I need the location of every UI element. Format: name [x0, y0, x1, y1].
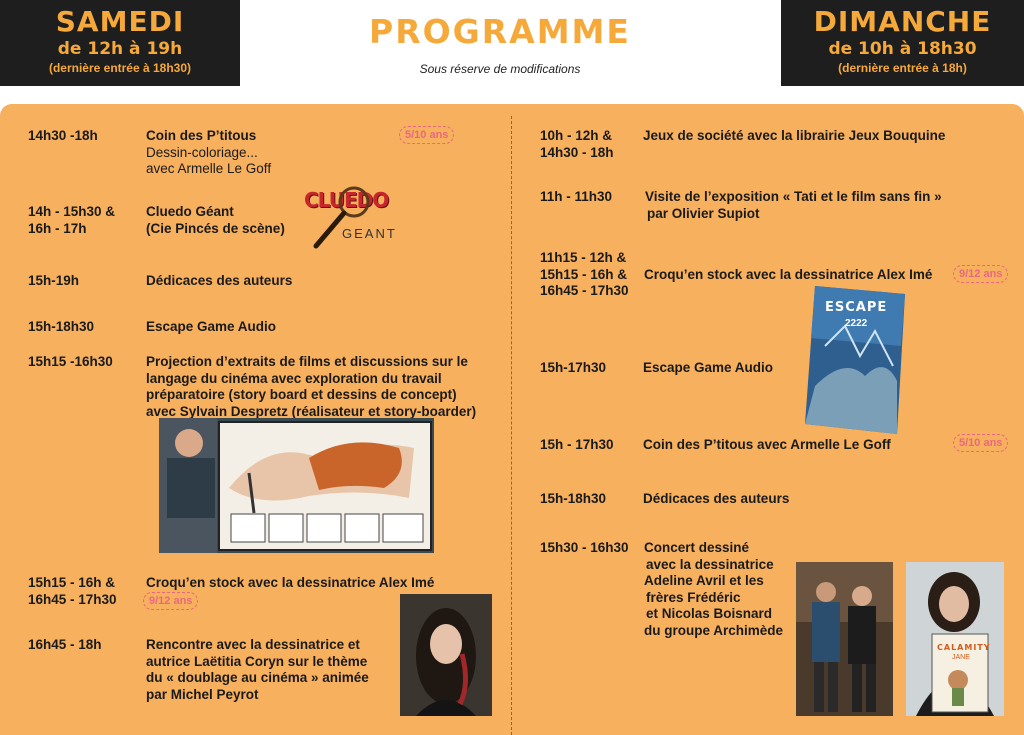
event-title: Jeux de société avec la librairie Jeux Bouquine	[643, 128, 946, 143]
event-left-7	[28, 637, 408, 707]
event-detail: du « doublage au cinéma » animée	[146, 670, 369, 685]
event-time: 15h-17h30	[540, 360, 607, 375]
event-title: Dédicaces des auteurs	[146, 273, 293, 288]
coryn-photo	[400, 594, 492, 716]
event-left-2	[28, 204, 328, 244]
saturday-hours: de 12h à 19h	[57, 39, 183, 59]
book-subtitle: JANE	[952, 654, 970, 661]
event-title: Rencontre avec la dessinatrice et	[146, 637, 360, 652]
event-title: Coin des P’titous avec Armelle Le Goff	[643, 437, 891, 452]
sunday-last-entry: (dernière entrée à 18h)	[838, 61, 967, 75]
event-time: 11h15 - 12h &	[540, 250, 627, 265]
event-detail: frères Frédéric	[646, 589, 741, 605]
event-time: 16h45 - 18h	[28, 637, 102, 652]
age-badge: 5/10 ans	[399, 126, 454, 144]
event-right-7	[540, 540, 790, 650]
age-badge: 5/10 ans	[953, 434, 1008, 452]
event-title: Cluedo Géant	[146, 204, 234, 219]
event-time: 15h-18h30	[540, 491, 607, 506]
event-time: 15h-18h30	[28, 319, 95, 334]
event-time-2: 15h15 - 16h &	[540, 266, 628, 282]
saturday-header	[0, 0, 240, 86]
saturday-day: SAMEDI	[55, 5, 185, 38]
event-title: Escape Game Audio	[643, 360, 774, 375]
age-badge: 9/12 ans	[953, 265, 1008, 283]
event-detail: avec Armelle Le Goff	[146, 161, 272, 176]
portrait-illustration	[400, 594, 492, 716]
event-title: Concert dessiné	[644, 540, 750, 555]
event-detail: par Michel Peyrot	[146, 686, 259, 702]
escape-game-box	[805, 286, 905, 434]
event-time: 14h - 15h30 &	[28, 204, 116, 219]
event-time: 11h - 11h30	[540, 189, 613, 204]
event-detail: autrice Laëtitia Coryn sur le thème	[146, 653, 368, 669]
event-detail: et Nicolas Boisnard	[646, 606, 773, 621]
event-time-2: 16h45 - 17h30	[28, 591, 117, 607]
event-detail: (Cie Pincés de scène)	[146, 220, 285, 236]
cluedo-logo-text: CLUEDO	[304, 188, 389, 212]
event-time: 15h-19h	[28, 273, 80, 288]
event-title: Croqu’en stock avec la dessinatrice Alex Imé	[644, 266, 933, 282]
event-left-5	[28, 354, 508, 424]
page-title: PROGRAMME	[369, 12, 631, 51]
column-divider	[511, 116, 512, 735]
duo-illustration	[796, 562, 893, 716]
event-right-4	[540, 360, 800, 380]
cluedo-logo-subtext: GEANT	[342, 226, 397, 241]
event-detail: Dessin-coloriage...	[146, 144, 258, 160]
event-title: Dédicaces des auteurs	[643, 491, 790, 506]
event-detail: langage du cinéma avec exploration du travail	[146, 370, 442, 386]
avril-photo	[906, 562, 1004, 716]
event-detail: Adeline Avril et les	[644, 573, 764, 588]
page-subtitle: Sous réserve de modifications	[419, 62, 581, 76]
event-time: 15h - 17h30	[540, 437, 614, 452]
sunday-hours: de 10h à 18h30	[828, 39, 977, 59]
event-title: Coin des P’titous	[146, 128, 257, 143]
event-detail: avec Sylvain Despretz (réalisateur et story-boarder)	[146, 403, 477, 419]
event-time: 15h15 -16h30	[28, 354, 113, 369]
game-box-title: ESCAPE	[825, 300, 888, 315]
event-detail: du groupe Archimède	[644, 622, 784, 638]
event-right-5	[540, 437, 1010, 457]
storyboard-illustration	[159, 418, 434, 553]
event-time-2: 16h - 17h	[28, 220, 87, 236]
sunday-header	[781, 0, 1024, 86]
saturday-last-entry: (dernière entrée à 18h30)	[48, 61, 192, 75]
book-title: CALAMITY	[937, 643, 991, 652]
event-time-3: 16h45 - 17h30	[540, 283, 629, 298]
event-title: Visite de l’exposition « Tati et le film sans fin »	[645, 189, 942, 204]
event-detail: avec la dessinatrice	[646, 556, 774, 572]
game-box-year: 2222	[845, 318, 868, 329]
event-time: 10h - 12h &	[540, 128, 613, 143]
event-title: Croqu’en stock avec la dessinatrice Alex Imé	[146, 575, 435, 590]
artist-illustration	[906, 562, 1004, 716]
sunday-day: DIMANCHE	[813, 5, 992, 38]
event-right-1	[540, 128, 1010, 168]
event-title: Projection d’extraits de films et discussions sur le	[146, 354, 468, 369]
event-time: 14h30 -18h	[28, 128, 98, 143]
event-detail: par Olivier Supiot	[647, 205, 760, 221]
event-right-6	[540, 491, 1010, 511]
event-time: 15h30 - 16h30	[540, 540, 629, 555]
event-right-2	[540, 189, 1010, 229]
boisnard-brothers-photo	[796, 562, 893, 716]
magnifier-icon	[302, 186, 397, 252]
event-left-3	[28, 273, 498, 293]
age-badge: 9/12 ans	[143, 592, 198, 610]
cluedo-logo	[302, 186, 397, 252]
event-detail: préparatoire (story board et dessins de concept)	[146, 387, 457, 402]
event-time: 15h15 - 16h &	[28, 575, 116, 590]
event-time-2: 14h30 - 18h	[540, 144, 614, 160]
event-right-3	[540, 250, 1010, 302]
event-title: Escape Game Audio	[146, 319, 277, 334]
storyboard-photo	[159, 418, 434, 553]
event-left-4	[28, 319, 498, 339]
